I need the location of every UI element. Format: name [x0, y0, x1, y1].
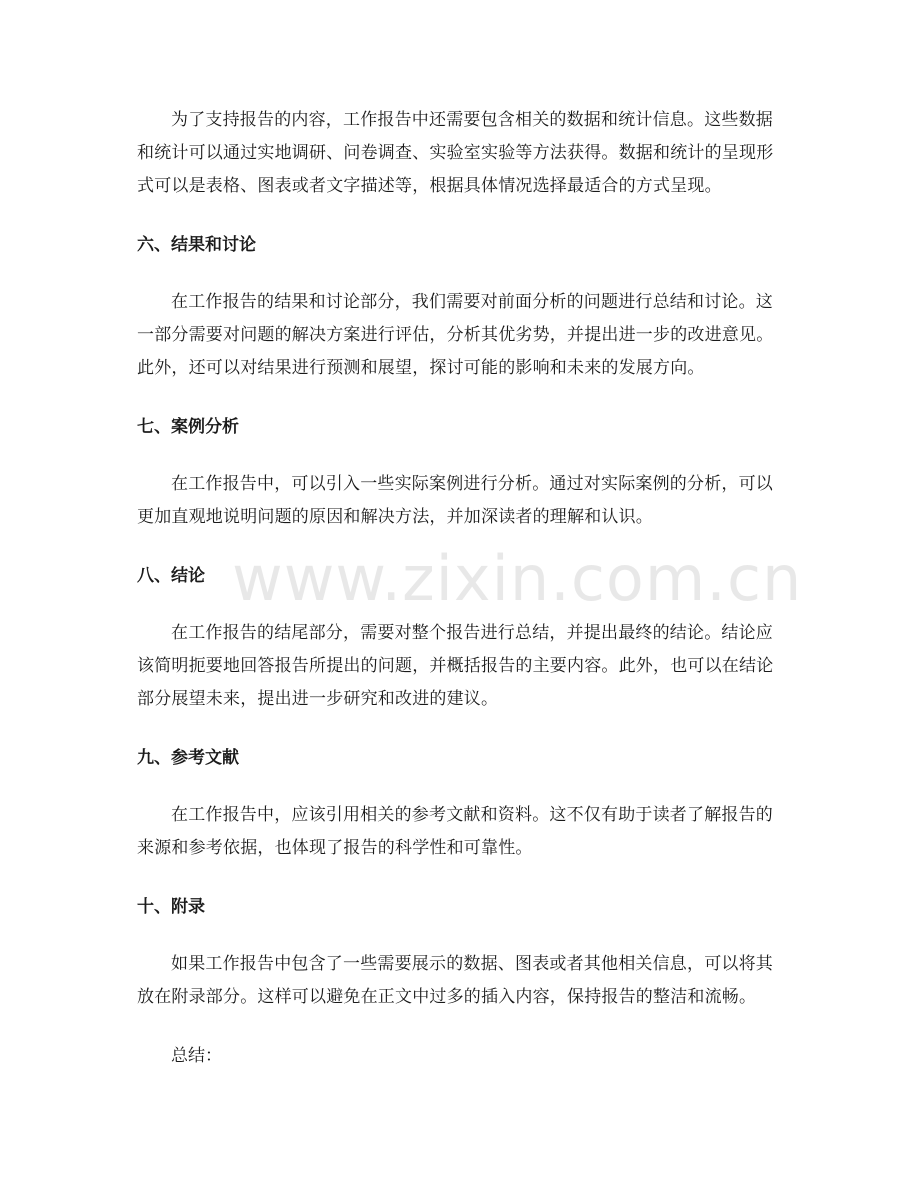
paragraph-data-statistics: 为了支持报告的内容，工作报告中还需要包含相关的数据和统计信息。这些数据和统计可以通过实地调研、问卷调查、实验室实验等方法获得。数据和统计的呈现形式可以是表格、图表或者文字描述等，根据具体情况选择最适合的方式呈现。: [137, 110, 774, 196]
heading-results-discussion: 六、结果和讨论: [137, 235, 256, 255]
heading-appendix: 十、附录: [137, 897, 205, 917]
paragraph-references: 在工作报告中，应该引用相关的参考文献和资料。这不仅有助于读者了解报告的来源和参考依据，也体现了报告的科学性和可靠性。: [137, 805, 773, 858]
paragraph-appendix: 如果工作报告中包含了一些需要展示的数据、图表或者其他相关信息，可以将其放在附录部分。这样可以避免在正文中过多的插入内容，保持报告的整洁和流畅。: [137, 954, 773, 1007]
heading-references: 九、参考文献: [137, 748, 239, 768]
paragraph-conclusion: 在工作报告的结尾部分，需要对整个报告进行总结，并提出最终的结论。结论应该简明扼要地回答报告所提出的问题，并概括报告的主要内容。此外，也可以在结论部分展望未来，提出进一步研究和改进的建议。: [137, 623, 774, 709]
heading-case-analysis: 七、案例分析: [137, 417, 239, 437]
paragraph-results-discussion: 在工作报告的结果和讨论部分，我们需要对前面分析的问题进行总结和讨论。这一部分需要对问题的解决方案进行评估，分析其优劣势，并提出进一步的改进意见。此外，还可以对结果进行预测和展望，探讨可能的影响和未来的发展方向。: [137, 292, 774, 378]
paragraph-case-analysis: 在工作报告中，可以引入一些实际案例进行分析。通过对实际案例的分析，可以更加直观地说明问题的原因和解决方法，并加深读者的理解和认识。: [137, 474, 773, 527]
heading-conclusion: 八、结论: [137, 566, 205, 586]
summary-label: 总结：: [171, 1046, 222, 1066]
watermark-text: www.zixin.com.cn: [232, 542, 803, 615]
